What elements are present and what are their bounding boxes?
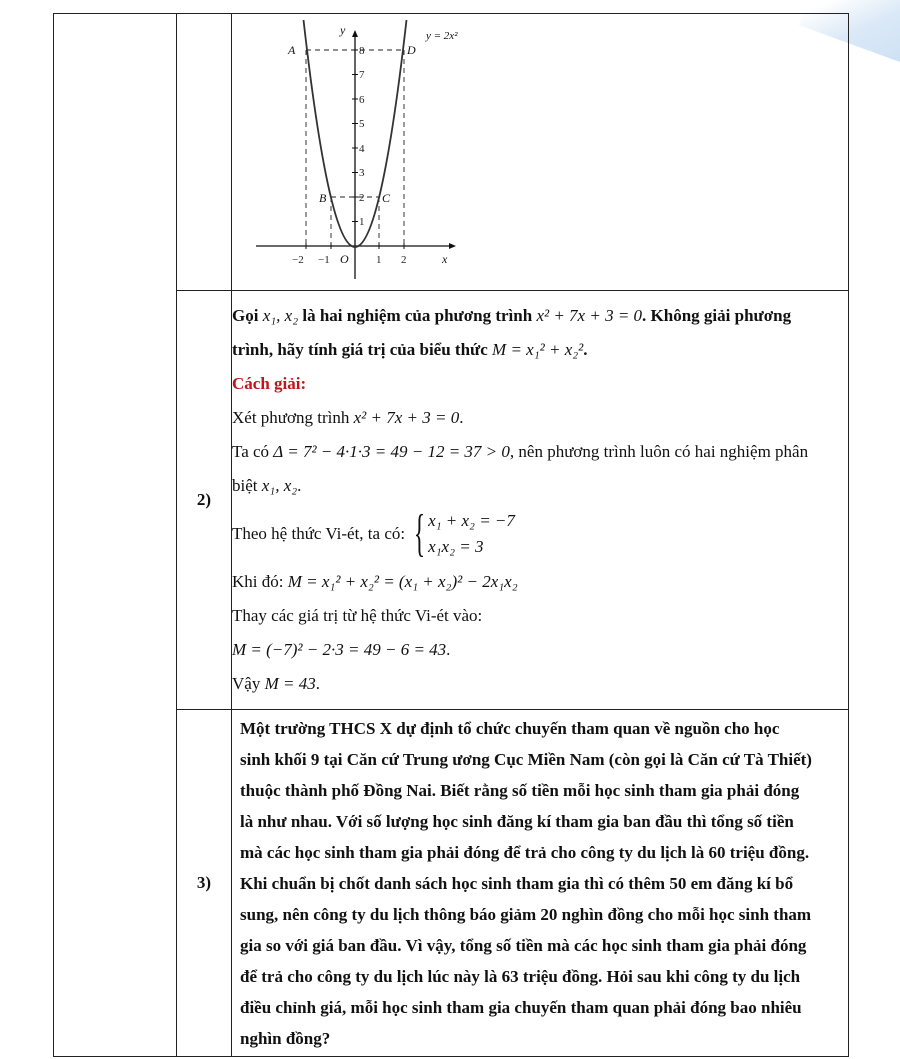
left-margin-cell <box>54 14 177 1057</box>
x-tick-label-neg1: −1 <box>318 254 330 266</box>
question-2-content <box>232 291 849 710</box>
q3-line: là như nhau. Với số lượng học sinh đăng kí tham gia ban đầu thì tổng số tiền <box>240 811 794 831</box>
method-label: Cách giải: <box>232 374 307 393</box>
q2-step-1: Xét phương trình x² + 7x + 3 = 0. <box>232 408 464 427</box>
point-d-label: D <box>407 43 416 57</box>
y-tick-label-4: 4 <box>359 143 365 155</box>
x-tick-label-1: 1 <box>376 254 382 266</box>
solution-table <box>53 13 849 1057</box>
y-tick-label-7: 7 <box>359 69 365 81</box>
q3-line: gia so với giá ban đầu. Vì vậy, tổng số tiền mà các học sinh tham gia phải đóng <box>240 935 807 955</box>
x-axis-label: x <box>442 252 448 266</box>
x-axis-arrow <box>449 243 456 249</box>
q2-step-6: Thay các giá trị từ hệ thức Vi-ét vào: <box>232 606 483 625</box>
question-3-number: 3) <box>177 710 232 1057</box>
y-axis-arrow <box>352 30 358 37</box>
q3-line: mà các học sinh tham gia phải đóng để trả cho công ty du lịch là 60 triệu đồng. <box>240 842 810 862</box>
y-tick-label-3: 3 <box>359 167 365 179</box>
q3-line: Một trường THCS X dự định tổ chức chuyến tham quan về nguồn cho học <box>240 718 780 738</box>
q3-line: nghìn đồng? <box>240 1028 331 1048</box>
y-axis-label: y <box>340 23 346 37</box>
q3-line: để trả cho công ty du lịch lúc này là 63 triệu đồng. Hỏi sau khi công ty du lịch <box>240 966 801 986</box>
q3-line: thuộc thành phố Đồng Nai. Biết rằng số tiền mỗi học sinh tham gia phải đóng <box>240 780 800 800</box>
graph-cell <box>232 14 849 291</box>
curve-label: y = 2x² <box>426 30 458 42</box>
q3-line: sung, nên công ty du lịch thông báo giảm 20 nghìn đồng cho mỗi học sinh tham <box>240 904 812 924</box>
point-c-label: C <box>382 191 391 205</box>
y-tick-label-2: 2 <box>359 192 365 204</box>
x-tick-label-2: 2 <box>401 254 407 266</box>
graph-number-cell <box>177 14 232 291</box>
q3-problem-text <box>232 711 848 1056</box>
q2-step-2: Ta có Δ = 7² − 4·1·3 = 49 − 12 = 37 > 0, nên phương trình luôn có hai nghiệm phân <box>232 442 809 461</box>
x-tick-label-neg2: −2 <box>292 254 304 266</box>
vieta-system: x₁ + x₂ = −7 x₁x₂ = 3 <box>428 511 515 556</box>
q2-step-3: biệt x₁, x₂. <box>232 476 302 495</box>
system-brace: { <box>413 505 426 562</box>
graph-point-labels <box>287 23 458 266</box>
question-3-content <box>232 710 849 1057</box>
q3-line: sinh khối 9 tại Căn cứ Trung ương Cục Miền Nam (còn gọi là Căn cứ Tà Thiết) <box>240 749 812 769</box>
graph-row <box>54 14 849 291</box>
y-tick-label-8: 8 <box>359 45 365 57</box>
q3-line: Khi chuẩn bị chốt danh sách học sinh tham gia thì có thêm 50 em đăng kí bổ <box>240 873 794 893</box>
q2-step-5: Khi đó: M = x₁² + x₂² = (x₁ + x₂)² − 2x₁x₂ <box>232 572 518 591</box>
y-tick-label-1: 1 <box>359 216 365 228</box>
y-tick-label-6: 6 <box>359 94 365 106</box>
origin-label: O <box>340 252 349 266</box>
point-b-label: B <box>319 191 327 205</box>
q2-step-4-vieta: Theo hệ thức Vi-ét, ta có: { x₁ + x₂ = −7 x₁x₂ = 3 <box>232 505 515 562</box>
y-tick-label-5: 5 <box>359 118 365 130</box>
question-2-number: 2) <box>177 291 232 710</box>
parabola-graph <box>242 17 472 287</box>
graph-labels <box>292 45 407 266</box>
q2-prompt-line-1: Gọi x₁, x₂ là hai nghiệm của phương trình x² + 7x + 3 = 0. Không giải phương <box>232 306 792 325</box>
q3-line: điều chỉnh giá, mỗi học sinh tham gia chuyến tham quan phải đóng bao nhiêu <box>240 997 802 1017</box>
point-a-label: A <box>288 43 296 57</box>
q2-conclusion: Vậy M = 43. <box>232 674 320 693</box>
q2-prompt-line-2: trình, hãy tính giá trị của biểu thức M = x₁² + x₂². <box>232 340 588 359</box>
q2-step-7: M = (−7)² − 2·3 = 49 − 6 = 43. <box>232 640 451 659</box>
